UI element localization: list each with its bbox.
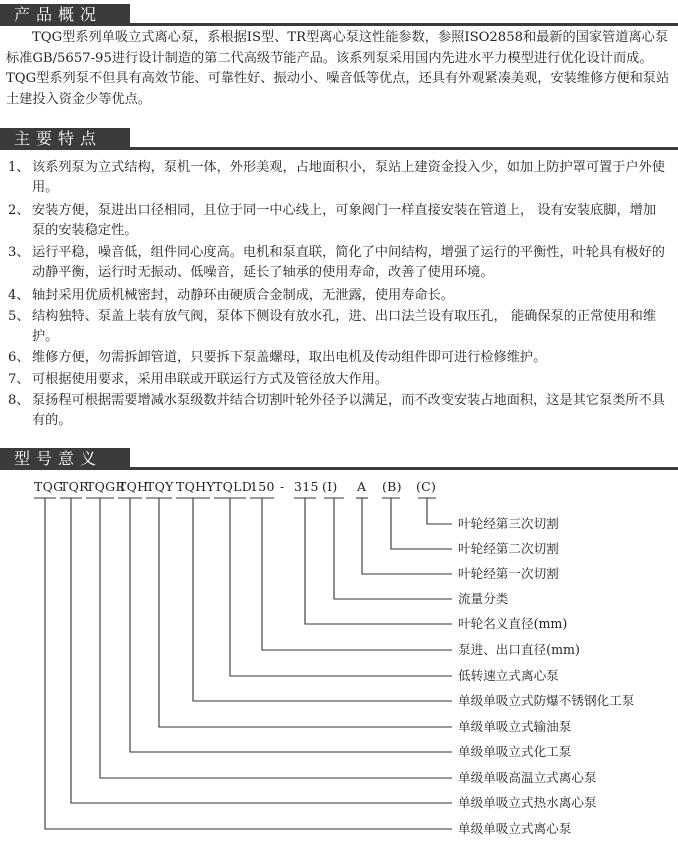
feature-number: 8、 xyxy=(8,393,30,408)
model-code-150: 150 xyxy=(250,479,275,494)
model-code-315: 315 xyxy=(294,479,319,494)
model-label-tqh: 单级单吸立式化工泵 xyxy=(458,744,572,759)
model-label-tqld: 低转速立式离心泵 xyxy=(458,668,559,683)
feature-number: 6、 xyxy=(8,350,30,365)
feature-number: 5、 xyxy=(8,309,30,324)
feature-number: 3、 xyxy=(8,245,30,260)
model-label-tqhy: 单级单吸立式防爆不锈钢化工泵 xyxy=(458,693,635,708)
model-label-tqy: 单级单吸立式输油泵 xyxy=(458,719,572,734)
model-label-tqg: 单级单吸立式离心泵 xyxy=(458,821,572,836)
feature-text: 运行平稳，噪音低，组件同心度高。电机和泵直联，简化了中间结构，增强了运行的平衡性，叶轮具有极好的动静平衡，运行时无振动、低噪音，延长了轴承的使用寿命，改善了使用环境。 xyxy=(32,245,665,280)
feature-number: 4、 xyxy=(8,288,30,303)
feature-text: 该系列泵为立式结构，泵机一体，外形美观，占地面积小，泵站上建资金投入少，如加上防护罩可置于户外使用。 xyxy=(32,160,665,195)
model-label-b: 叶轮经第二次切割 xyxy=(458,541,559,556)
feature-number: 1、 xyxy=(8,160,30,175)
model-code-i: (I) xyxy=(322,479,338,494)
feature-number: 7、 xyxy=(8,372,30,387)
model-label-tqr: 单级单吸立式热水离心泵 xyxy=(458,795,597,810)
model-label-impeller: 叶轮名义直径(mm) xyxy=(458,616,568,631)
feature-text: 泵扬程可根据需要增减水泵级数并结合切割叶轮外径予以满足，而不改变安装占地面积，这是其它泵类所不具有的。 xyxy=(32,393,665,428)
model-code-tqy: TQY xyxy=(146,479,174,494)
feature-text: 维修方便，勿需拆卸管道，只要拆下泵盖螺母，取出电机及传动组件即可进行检修维护。 xyxy=(32,350,547,365)
section-title-overview: 产品概况 xyxy=(14,5,103,24)
model-code-dash: - xyxy=(280,479,285,494)
model-code-tqld: TQLD xyxy=(214,479,253,494)
section-title-model: 型号意义 xyxy=(14,449,103,468)
model-code-tqh: TQH xyxy=(118,479,149,494)
model-code-tqhy: TQHY xyxy=(176,479,215,494)
feature-number: 2、 xyxy=(8,203,30,218)
feature-text: 结构独特、泵盖上装有放气阀，泵体下侧设有放水孔，进、出口法兰设有取压孔， 能确保泵的正常使用和维护。 xyxy=(32,309,657,344)
model-label-diameter: 泵进、出口直径(mm) xyxy=(458,642,580,657)
model-label-tqgr: 单级单吸高温立式离心泵 xyxy=(458,770,597,785)
model-label-flow: 流量分类 xyxy=(458,591,509,606)
model-code-tqg: TQG xyxy=(34,479,64,494)
model-code-a: A xyxy=(357,479,367,494)
model-code-tqgr: TQGR xyxy=(86,479,126,494)
overview-paragraph: TQG型系列单吸立式离心泵，系根据IS型、TR型离心泵这性能参数，参照ISO2858和最新的国家管道离心泵标准GB/5657-95进行设计制造的第二代高级节能产品。该系列泵采用国内先进水平力模型进行优化设计而成。TQG型系列泵不但具有高效节能、可靠性好、振动小、噪音低等优点，还具有外观紧凑美观，安装维修方便和泵站土建投入资金少等优点。 xyxy=(6,30,670,107)
feature-text: 安装方便，泵进出口径相同，且位于同一中心线上，可象阀门一样直接安装在管道上， 设有安装底脚，增加泵的安装稳定性。 xyxy=(32,203,657,238)
section-title-features: 主要特点 xyxy=(14,129,103,148)
model-code-c: (C) xyxy=(416,479,437,494)
model-code-tqr: TQR xyxy=(60,479,89,494)
model-code-b: (B) xyxy=(382,479,402,494)
model-label-c: 叶轮经第三次切割 xyxy=(458,516,559,531)
feature-text: 可根据使用要求，采用串联或开联运行方式及管径放大作用。 xyxy=(32,372,389,387)
feature-text: 轴封采用优质机械密封，动静环由硬质合金制成，无泄露，使用寿命长。 xyxy=(32,288,454,303)
model-label-a: 叶轮经第一次切割 xyxy=(458,566,559,581)
